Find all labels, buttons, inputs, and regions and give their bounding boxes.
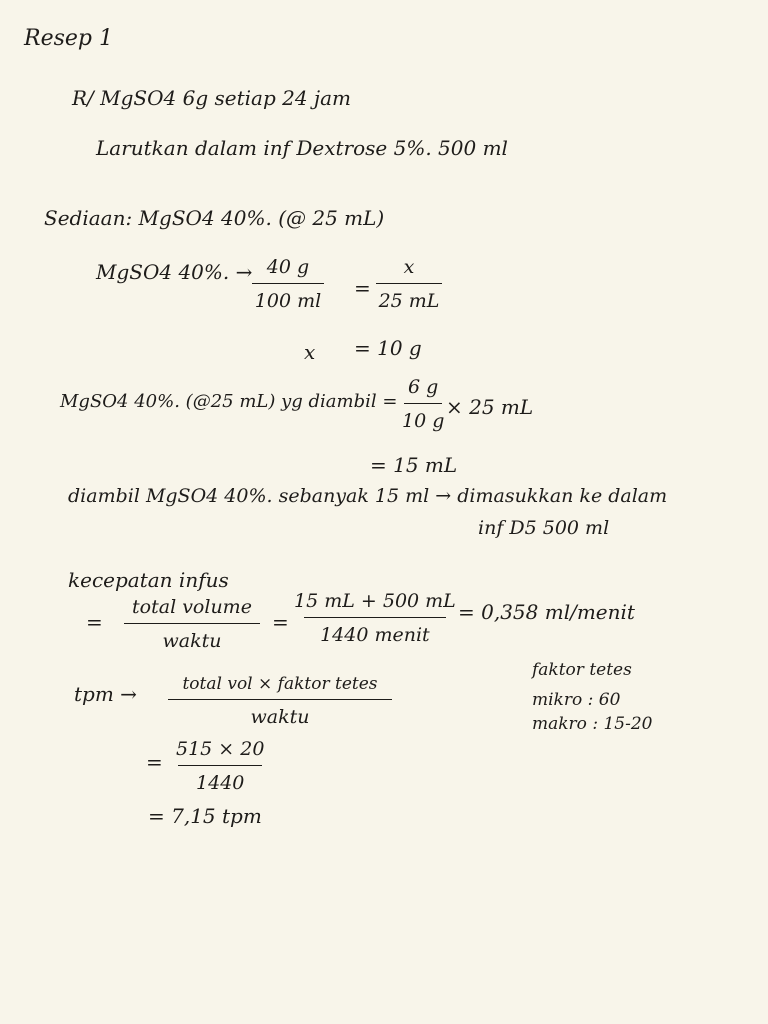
- transfer-line-2: inf D5 500 ml: [478, 517, 610, 539]
- x-variable: x: [304, 340, 316, 364]
- tpm-result: = 7,15 tpm: [148, 804, 262, 828]
- fraction-numerator: total volume: [132, 596, 252, 618]
- fraction-denominator: 10 g: [402, 410, 445, 432]
- fraction-numerator: x: [403, 256, 415, 278]
- concentration-fraction: [252, 258, 324, 311]
- fraction-denominator: 1440: [196, 772, 245, 794]
- fraction-bar: [376, 283, 442, 284]
- fraction-bar: [124, 623, 260, 624]
- fraction-bar: [404, 403, 442, 404]
- equals-sign: =: [86, 610, 103, 634]
- fraction-numerator: 15 mL + 500 mL: [294, 590, 456, 612]
- prescription-line-1: R/ MgSO4 6g setiap 24 jam: [72, 86, 352, 110]
- drop-factor-macro: makro : 15-20: [532, 714, 653, 734]
- transfer-line-1: diambil MgSO4 40%. sebanyak 15 ml → dimasukkan ke dalam: [68, 485, 668, 507]
- fraction-bar: [168, 699, 392, 700]
- tpm-label: tpm →: [74, 682, 137, 706]
- fraction-numerator: 40 g: [266, 256, 310, 278]
- fraction-denominator: 100 ml: [254, 290, 322, 312]
- rate-values-fraction: [294, 592, 456, 645]
- prescription-line-2: Larutkan dalam inf Dextrose 5%. 500 ml: [96, 136, 508, 160]
- infusion-rate-heading: kecepatan infus: [68, 568, 229, 592]
- fraction-numerator: total vol × faktor tetes: [182, 674, 378, 694]
- drop-factor-micro: mikro : 60: [532, 690, 621, 710]
- tpm-calc-fraction: [176, 740, 264, 793]
- concentration-label: MgSO4 40%. →: [96, 260, 253, 284]
- infusion-rate-result: = 0,358 ml/menit: [458, 600, 635, 624]
- drop-factor-heading: faktor tetes: [532, 660, 632, 680]
- equals-sign: =: [354, 276, 371, 300]
- volume-taken-label: MgSO4 40%. (@25 mL) yg diambil =: [60, 391, 398, 412]
- volume-multiplier: × 25 mL: [446, 395, 534, 419]
- fraction-numerator: 6 g: [408, 376, 439, 398]
- fraction-bar: [304, 617, 446, 618]
- volume-taken-result: = 15 mL: [370, 453, 458, 477]
- fraction-bar: [252, 283, 324, 284]
- unknown-fraction: [376, 258, 442, 311]
- page-title: Resep 1: [24, 26, 113, 51]
- fraction-denominator: 25 mL: [378, 290, 440, 312]
- fraction-denominator: waktu: [162, 630, 222, 652]
- fraction-denominator: 1440 menit: [320, 624, 430, 646]
- equals-sign: =: [146, 750, 163, 774]
- fraction-bar: [178, 765, 262, 766]
- fraction-numerator: 515 × 20: [176, 738, 265, 760]
- fraction-denominator: waktu: [250, 706, 310, 728]
- x-value: = 10 g: [354, 336, 422, 360]
- equals-sign: =: [272, 610, 289, 634]
- tpm-formula-fraction: [168, 676, 392, 727]
- volume-taken-fraction: [402, 378, 444, 431]
- preparation-heading: Sediaan: MgSO4 40%. (@ 25 mL): [44, 206, 385, 230]
- rate-formula-fraction: [124, 598, 260, 651]
